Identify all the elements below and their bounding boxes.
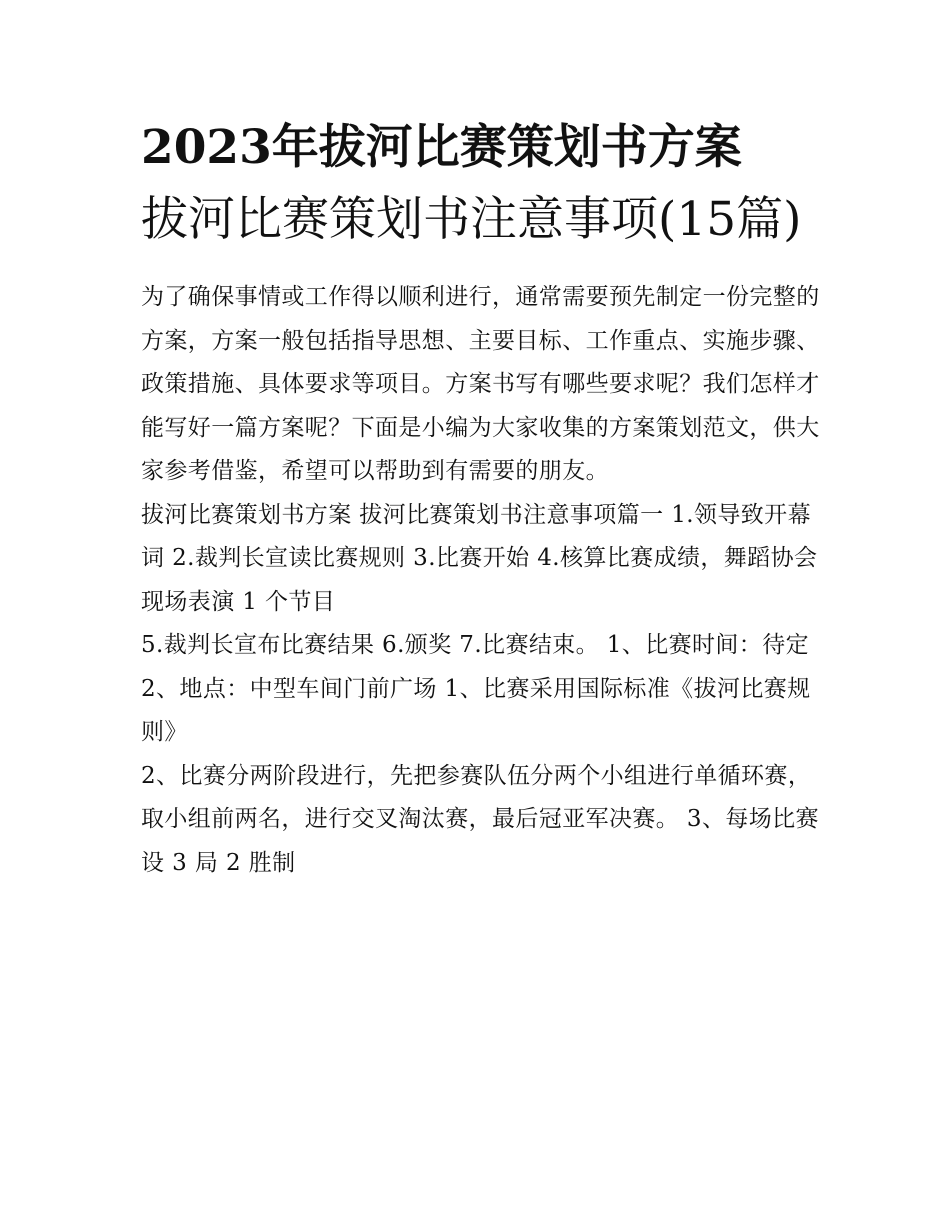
- title-line-subtitle: 拔河比赛策划书注意事项(15篇): [141, 192, 802, 247]
- paragraph-rules: 2、比赛分两阶段进行，先把参赛队伍分两个小组进行单循环赛，取小组前两名，进行交叉淘汰赛，最后冠亚军决赛。 3、每场比赛设 3 局 2 胜制: [141, 762, 819, 876]
- paragraph-intro: 为了确保事情或工作得以顺利进行，通常需要预先制定一份完整的方案，方案一般包括指导思想、主要目标、工作重点、实施步骤、政策措施、具体要求等项目。方案书写有哪些要求呢？我们怎样才能写好一篇方案呢？下面是小编为大家收集的方案策划范文，供大家参考借鉴，希望可以帮助到有需要的朋友。: [141, 284, 820, 484]
- paragraph-program: 拔河比赛策划书方案 拔河比赛策划书注意事项篇一 1.领导致开幕词 2.裁判长宣读比赛规则 3.比赛开始 4.核算比赛成绩，舞蹈协会现场表演 1 个节目: [141, 501, 818, 615]
- document-title: [141, 112, 821, 256]
- document-body: [141, 112, 821, 885]
- paragraph-schedule: 5.裁判长宣布比赛结果 6.颁奖 7.比赛结束。 1、比赛时间：待定 2、地点：中型车间门前广场 1、比赛采用国际标准《拔河比赛规则》: [141, 632, 811, 745]
- body-text: [141, 276, 821, 885]
- title-line-bold: 2023年拔河比赛策划书方案: [141, 120, 742, 175]
